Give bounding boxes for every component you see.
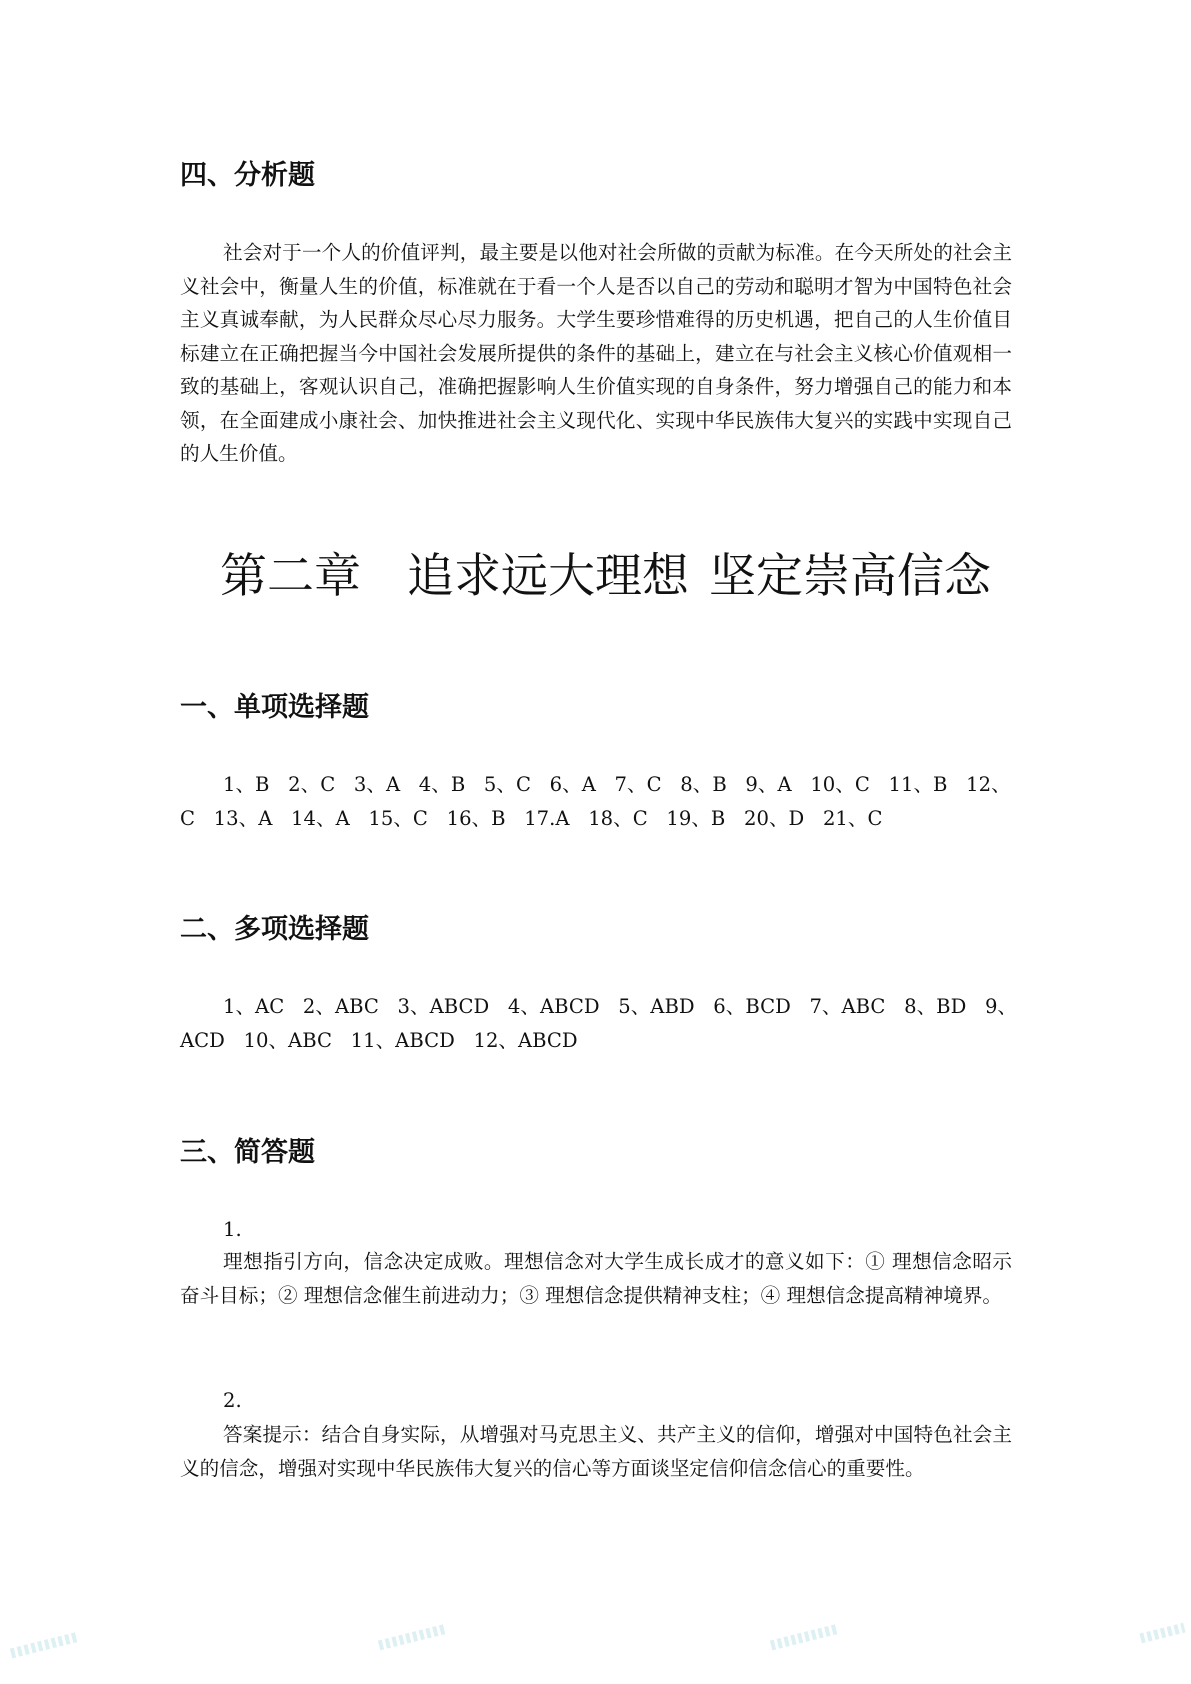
short-answer-2-text: 答案提示：结合自身实际，从增强对马克思主义、共产主义的信仰，增强对中国特色社会主义的信念，增强对实现中华民族伟大复兴的信心等方面谈坚定信仰信念信心的重要性。 [180, 1423, 1012, 1480]
single-choice-heading: 一、单项选择题 [180, 692, 369, 723]
multiple-choice-answers-line1: 1、AC 2、ABC 3、ABCD 4、ABCD 5、ABD 6、BCD 7、ABC 8、BD 9、 [223, 995, 1018, 1018]
single-choice-answers-line1: 1、B 2、C 3、A 4、B 5、C 6、A 7、C 8、B 9、A 10、C 11、B 12、 [223, 773, 1011, 796]
watermark-center-left [378, 1624, 448, 1651]
analysis-paragraph: 社会对于一个人的价值评判，最主要是以他对社会所做的贡献为标准。在今天所处的社会主义社会中，衡量人生的价值，标准就在于看一个人是否以自己的劳动和聪明才智为中国特色社会主义真诚奉献，为人民群众尽心尽力服务。大学生要珍惜难得的历史机遇，把自己的人生价值目标建立在正确把握当今中国社会发展所提供的条件的基础上，建立在与社会主义核心价值观相一致的基础上，客观认识自己，准确把握影响人生价值实现的自身条件，努力增强自己的能力和本领，在全面建成小康社会、加快推进社会主义现代化、实现中华民族伟大复兴的实践中实现自己的人生价值。 [180, 241, 1012, 465]
watermark-left [10, 1632, 80, 1659]
watermark-right [1139, 1623, 1185, 1644]
single-choice-answers-line2: C 13、A 14、A 15、C 16、B 17.A 18、C 19、B 20、D 21、C [180, 807, 883, 830]
chapter-title-part2: 坚定崇高信念 [709, 549, 991, 604]
short-answer-2-number: 2. [223, 1389, 242, 1412]
chapter-number: 第二章 [220, 549, 361, 604]
multiple-choice-answers-line2: ACD 10、ABC 11、ABCD 12、ABCD [180, 1029, 578, 1052]
watermark-center-right [770, 1624, 840, 1651]
multiple-choice-heading: 二、多项选择题 [180, 914, 369, 945]
chapter-title-part1: 追求远大理想 [407, 549, 689, 604]
short-answer-1-number: 1. [223, 1218, 242, 1241]
analysis-heading: 四、分析题 [180, 160, 315, 191]
short-answer-1-text: 理想指引方向，信念决定成败。理想信念对大学生成长成才的意义如下：① 理想信念昭示奋斗目标；② 理想信念催生前进动力；③ 理想信念提供精神支柱；④ 理想信念提高精神境界。 [180, 1250, 1012, 1307]
short-answer-heading: 三、简答题 [180, 1137, 315, 1168]
chapter-title [220, 548, 991, 606]
